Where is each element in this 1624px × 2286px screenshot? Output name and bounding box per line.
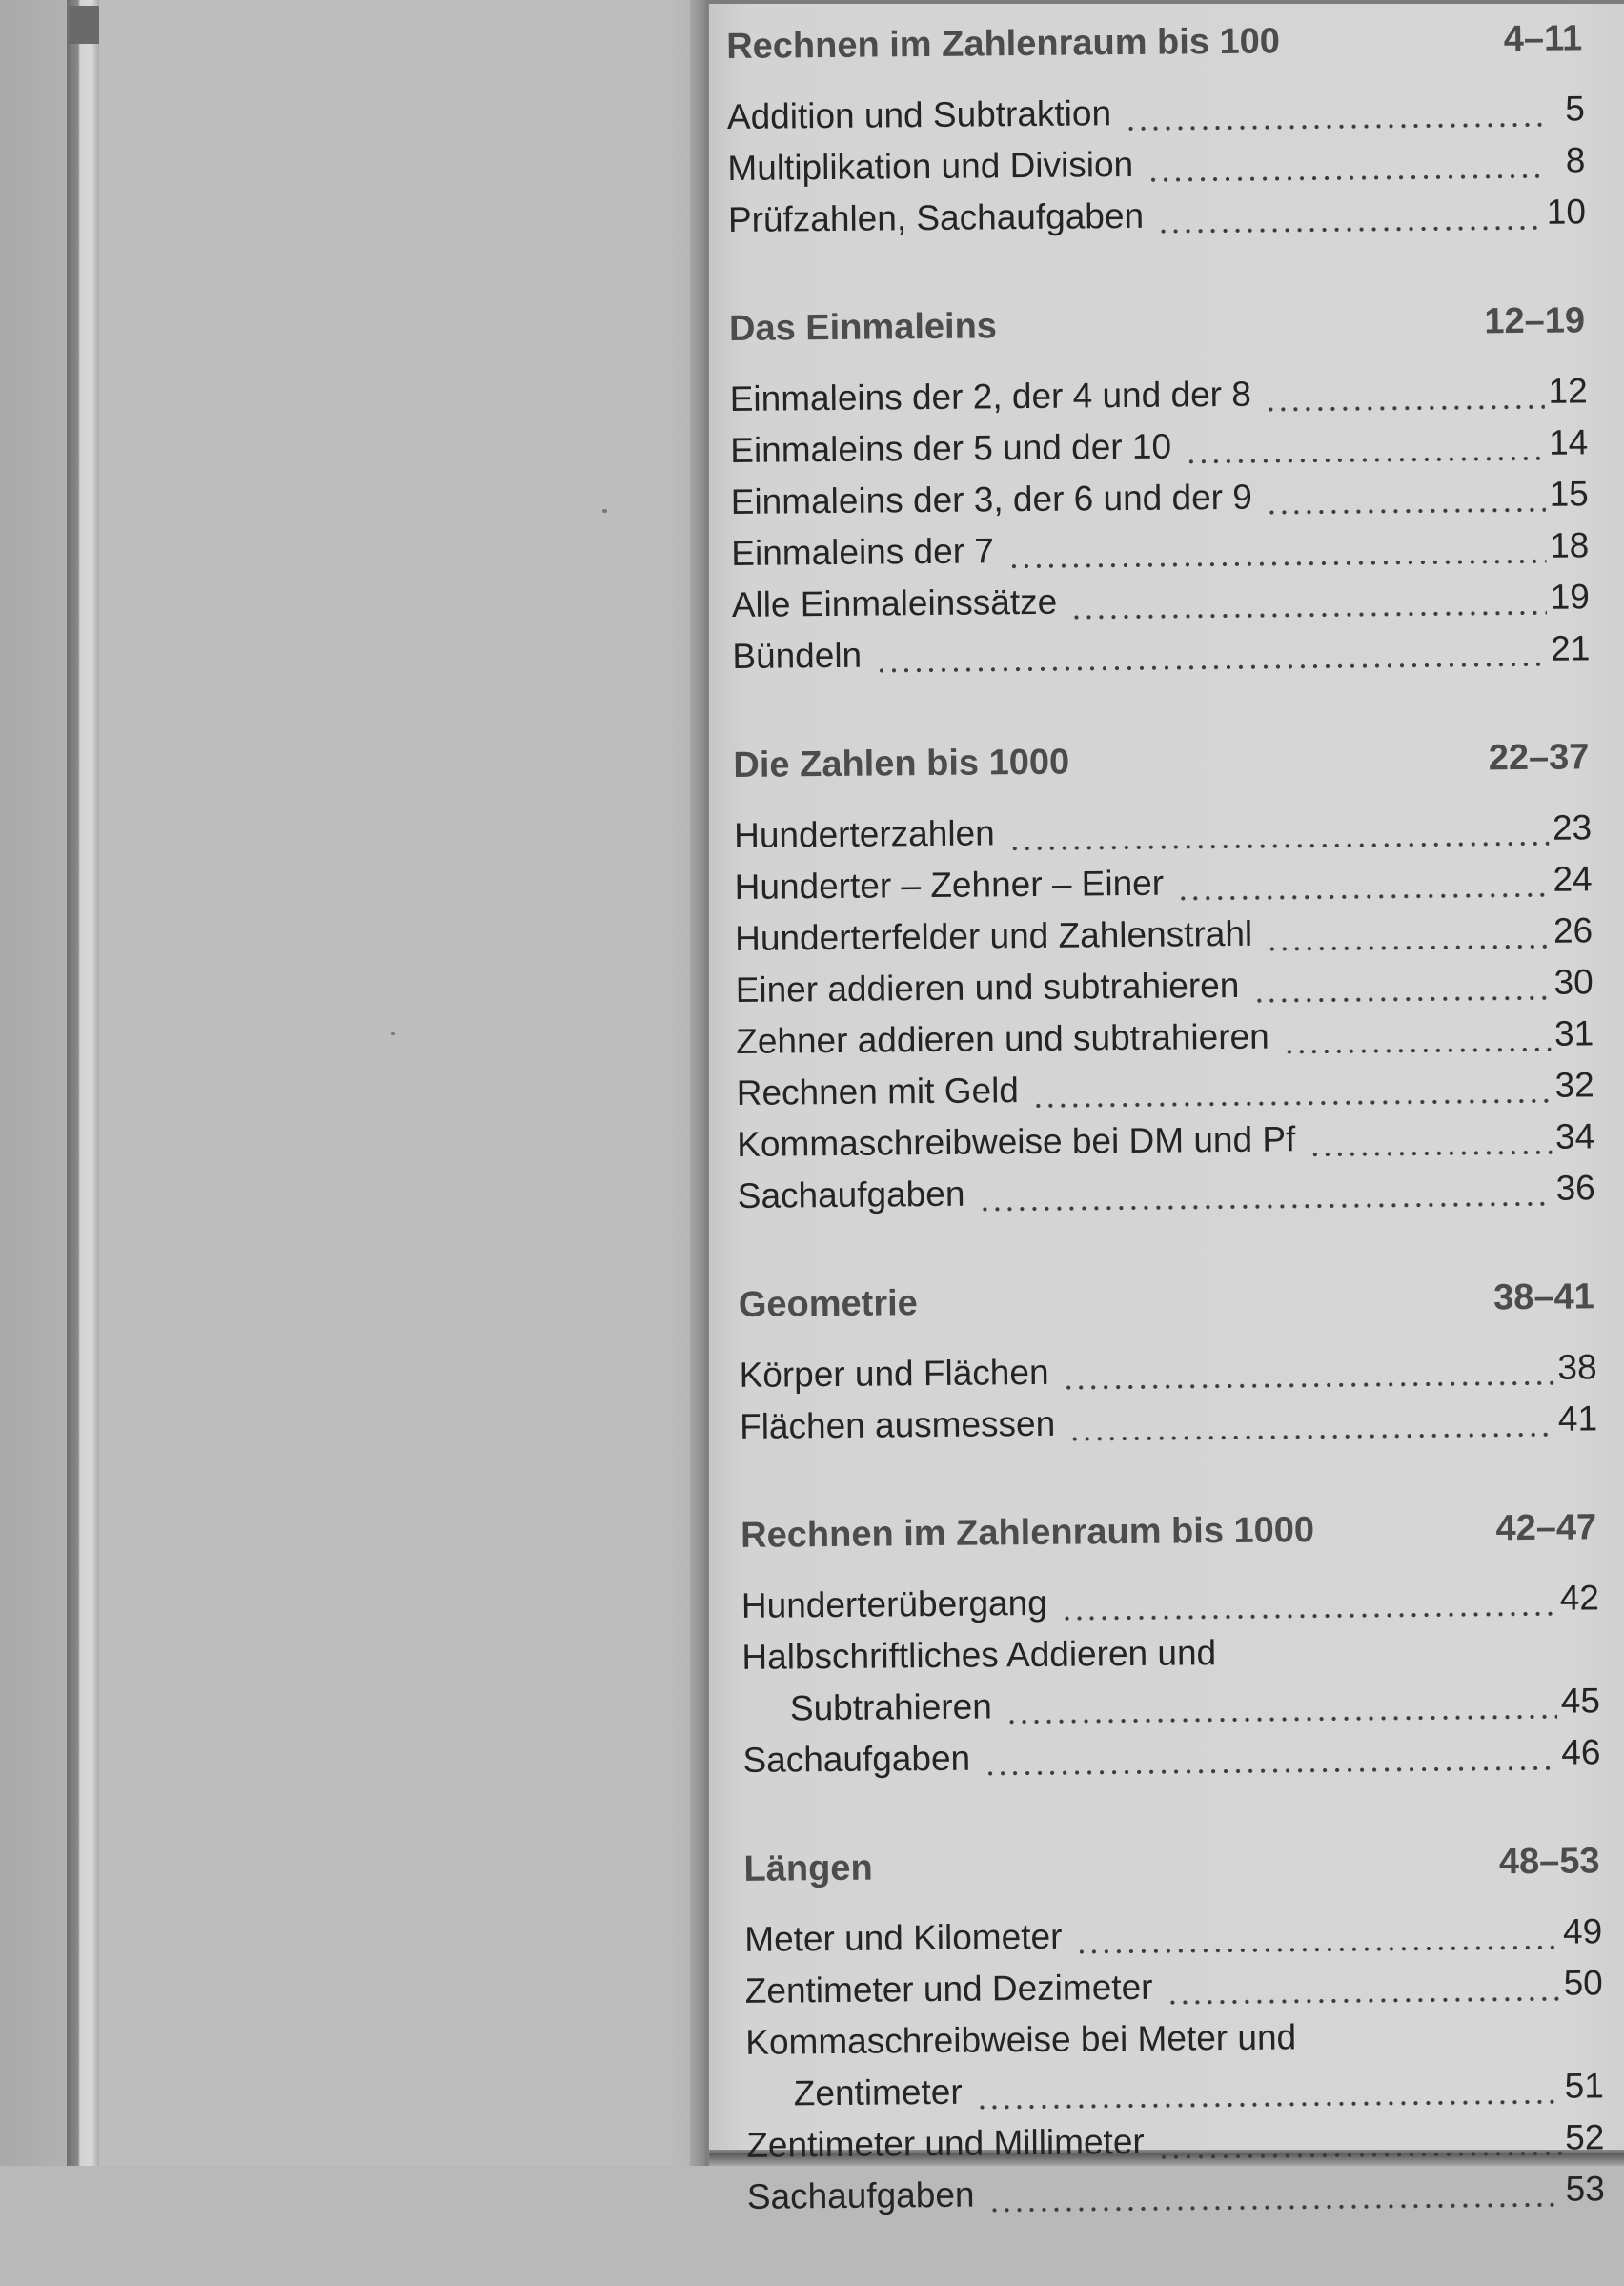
toc-entry-label: Prüfzahlen, Sachaufgaben xyxy=(727,195,1145,239)
toc-entry xyxy=(730,371,1588,431)
section-page-range: 38–41 xyxy=(1492,1276,1595,1318)
toc-entry-page-number: 30 xyxy=(1553,962,1594,1002)
toc-entry xyxy=(734,859,1592,919)
toc-entry-label: Bündeln xyxy=(732,635,863,676)
dot-leader xyxy=(1147,173,1545,183)
toc-entry-page-number: 31 xyxy=(1553,1013,1594,1053)
section-page-range: 22–37 xyxy=(1488,737,1590,779)
toc-entry xyxy=(747,2169,1605,2229)
toc-entry xyxy=(737,1116,1594,1176)
dot-leader xyxy=(1252,995,1550,1004)
toc-entry-page-number: 36 xyxy=(1555,1168,1595,1208)
toc-entry-page-number: 10 xyxy=(1546,192,1587,232)
toc-entry-label: Rechnen mit Geld xyxy=(736,1071,1020,1112)
toc-entry-label: Zentimeter und Millimeter xyxy=(746,2121,1145,2165)
toc-entry-label: Flächen ausmessen xyxy=(739,1403,1056,1446)
toc-entry-label: Zehner addieren und subtrahieren xyxy=(736,1016,1269,1061)
toc-entry-label: Zentimeter xyxy=(793,2072,963,2113)
toc-section xyxy=(729,300,1591,688)
left-page-edge-mark xyxy=(69,6,99,44)
toc-entry-label: Einer addieren und subtrahieren xyxy=(735,965,1240,1010)
toc-entry-page-number: 50 xyxy=(1563,1963,1603,2003)
toc-entry xyxy=(732,577,1590,637)
toc-entry-page-number: 51 xyxy=(1564,2066,1604,2106)
dot-leader xyxy=(1061,1611,1556,1622)
left-page-edge xyxy=(67,0,99,2166)
toc-entry-label: Sachaufgaben xyxy=(742,1738,971,1780)
toc-section xyxy=(741,1507,1601,1792)
dot-leader xyxy=(1167,1996,1560,2006)
toc-entry-page-number: 52 xyxy=(1564,2117,1605,2157)
section-heading xyxy=(726,18,1585,84)
dot-leader xyxy=(1266,944,1550,952)
toc-entry xyxy=(731,525,1589,585)
section-heading xyxy=(743,1841,1602,1907)
toc-entry-page-number: 34 xyxy=(1554,1116,1595,1156)
toc-entry xyxy=(742,1681,1600,1741)
dot-leader xyxy=(1063,1380,1554,1391)
toc-entry-page-number: 24 xyxy=(1553,859,1593,899)
toc-entry xyxy=(746,2117,1604,2177)
toc-entry xyxy=(736,1013,1594,1073)
toc-entry-label: Einmaleins der 5 und der 10 xyxy=(730,426,1172,470)
toc-entry xyxy=(731,474,1589,534)
toc-entry-page-number: 49 xyxy=(1562,1911,1603,1951)
dot-leader xyxy=(1005,1714,1557,1725)
toc-entry-label: Hunderterfelder und Zahlenstrahl xyxy=(734,913,1253,958)
section-title: Geometrie xyxy=(738,1283,919,1325)
toc-entry-page-number: 42 xyxy=(1559,1578,1600,1618)
table-of-contents xyxy=(726,18,1606,2286)
toc-entry xyxy=(732,628,1590,688)
toc-section xyxy=(726,18,1586,252)
toc-entry xyxy=(741,1578,1599,1638)
dot-leader xyxy=(1177,892,1549,902)
toc-entry-page-number: 45 xyxy=(1560,1681,1601,1721)
toc-entry-label: Einmaleins der 2, der 4 und der 8 xyxy=(729,374,1252,418)
toc-entry-page-number: 26 xyxy=(1553,910,1594,950)
toc-entry-label: Alle Einmaleinssätze xyxy=(731,582,1058,624)
toc-section xyxy=(733,737,1595,1228)
toc-entry-page-number: 46 xyxy=(1561,1732,1601,1772)
toc-entry-label: Sachaufgaben xyxy=(746,2174,975,2216)
toc-entry-label: Körper und Flächen xyxy=(739,1352,1049,1395)
section-title: Rechnen im Zahlenraum bis 100 xyxy=(726,21,1281,67)
section-heading xyxy=(733,737,1592,803)
toc-entry-page-number: 18 xyxy=(1549,525,1590,565)
toc-entry-page-number: 53 xyxy=(1565,2169,1606,2209)
dot-leader xyxy=(1157,225,1543,235)
toc-entry-label: Halbschriftliches Addieren und xyxy=(741,1633,1217,1677)
section-title: Das Einmaleins xyxy=(728,306,998,349)
toc-entry-page-number: 32 xyxy=(1554,1065,1594,1105)
toc-entry xyxy=(727,140,1585,200)
dot-leader xyxy=(1007,559,1546,569)
dot-leader xyxy=(976,2099,1561,2111)
toc-entry xyxy=(736,962,1594,1022)
toc-entry xyxy=(730,422,1588,482)
toc-entry xyxy=(735,910,1593,970)
toc-entry xyxy=(734,807,1592,867)
toc-entry xyxy=(745,1963,1603,2023)
section-page-range: 42–47 xyxy=(1495,1507,1597,1549)
toc-entry-label: Kommaschreibweise bei DM und Pf xyxy=(737,1119,1296,1164)
toc-entry-page-number: 23 xyxy=(1552,807,1593,847)
toc-entry-page-number: 14 xyxy=(1548,422,1589,462)
toc-entry xyxy=(742,1732,1600,1792)
dot-leader xyxy=(1309,1150,1552,1157)
section-heading xyxy=(729,300,1588,366)
toc-entry xyxy=(746,2066,1604,2126)
section-heading xyxy=(741,1507,1599,1573)
toc-entry-label: Einmaleins der 3, der 6 und der 9 xyxy=(730,477,1253,521)
toc-entry-label: Hunderterzahlen xyxy=(733,813,995,855)
toc-entry xyxy=(744,1911,1602,1971)
toc-entry-page-number: 5 xyxy=(1565,89,1586,129)
dot-leader xyxy=(1265,404,1545,413)
dot-leader xyxy=(984,1766,1557,1777)
paper-speck xyxy=(391,1032,395,1035)
dot-leader xyxy=(1158,2151,1561,2160)
section-title: Die Zahlen bis 1000 xyxy=(733,742,1070,786)
toc-entry-page-number: 41 xyxy=(1557,1398,1598,1439)
section-page-range: 48–53 xyxy=(1498,1841,1600,1883)
dot-leader xyxy=(1008,841,1549,851)
toc-entry-page-number: 15 xyxy=(1549,474,1589,514)
dot-leader xyxy=(1070,610,1546,621)
toc-entry-page-number: 38 xyxy=(1557,1347,1597,1387)
section-title: Rechnen im Zahlenraum bis 1000 xyxy=(740,1510,1315,1556)
toc-entry xyxy=(728,192,1586,252)
section-page-range: 4–11 xyxy=(1503,18,1583,60)
toc-entry-page-number: 21 xyxy=(1550,628,1591,668)
toc-entry-label: Zentimeter und Dezimeter xyxy=(744,1967,1153,2010)
toc-entry-label: Hunderterübergang xyxy=(741,1582,1047,1625)
toc-entry xyxy=(727,89,1585,149)
dot-leader xyxy=(1283,1047,1551,1055)
section-page-range: 12–19 xyxy=(1484,300,1586,342)
toc-entry-label: Addition und Subtraktion xyxy=(726,93,1112,136)
toc-entry-label: Kommaschreibweise bei Meter und xyxy=(745,2017,1297,2062)
dot-leader xyxy=(1185,456,1545,465)
toc-section xyxy=(743,1841,1605,2229)
dot-leader xyxy=(988,2202,1562,2214)
dot-leader xyxy=(1076,1945,1560,1955)
toc-section xyxy=(739,1276,1598,1459)
left-page xyxy=(0,0,701,2166)
toc-entry-label: Sachaufgaben xyxy=(737,1174,965,1215)
section-title: Längen xyxy=(743,1847,873,1889)
toc-entry-page-number: 19 xyxy=(1550,577,1590,617)
toc-entry xyxy=(739,1347,1596,1407)
dot-leader xyxy=(979,1201,1553,1213)
dot-leader xyxy=(1032,1098,1552,1109)
toc-entry-page-number: 12 xyxy=(1548,371,1588,411)
toc-entry xyxy=(737,1065,1594,1125)
toc-entry-page-number: 8 xyxy=(1565,140,1586,180)
toc-entry xyxy=(740,1398,1597,1459)
section-heading xyxy=(739,1276,1597,1342)
toc-entry-label: Hunderter – Zehner – Einer xyxy=(734,863,1165,907)
toc-entry xyxy=(738,1168,1595,1228)
toc-entry-label: Einmaleins der 7 xyxy=(731,531,995,573)
paper-speck xyxy=(602,509,607,513)
dot-leader xyxy=(1266,507,1546,516)
dot-leader xyxy=(1125,122,1545,132)
dot-leader xyxy=(875,662,1547,674)
toc-entry-label: Meter und Kilometer xyxy=(744,1916,1063,1959)
toc-entry-label: Multiplikation und Division xyxy=(727,144,1134,188)
dot-leader xyxy=(1068,1432,1554,1442)
toc-entry-label: Subtrahieren xyxy=(789,1686,992,1728)
